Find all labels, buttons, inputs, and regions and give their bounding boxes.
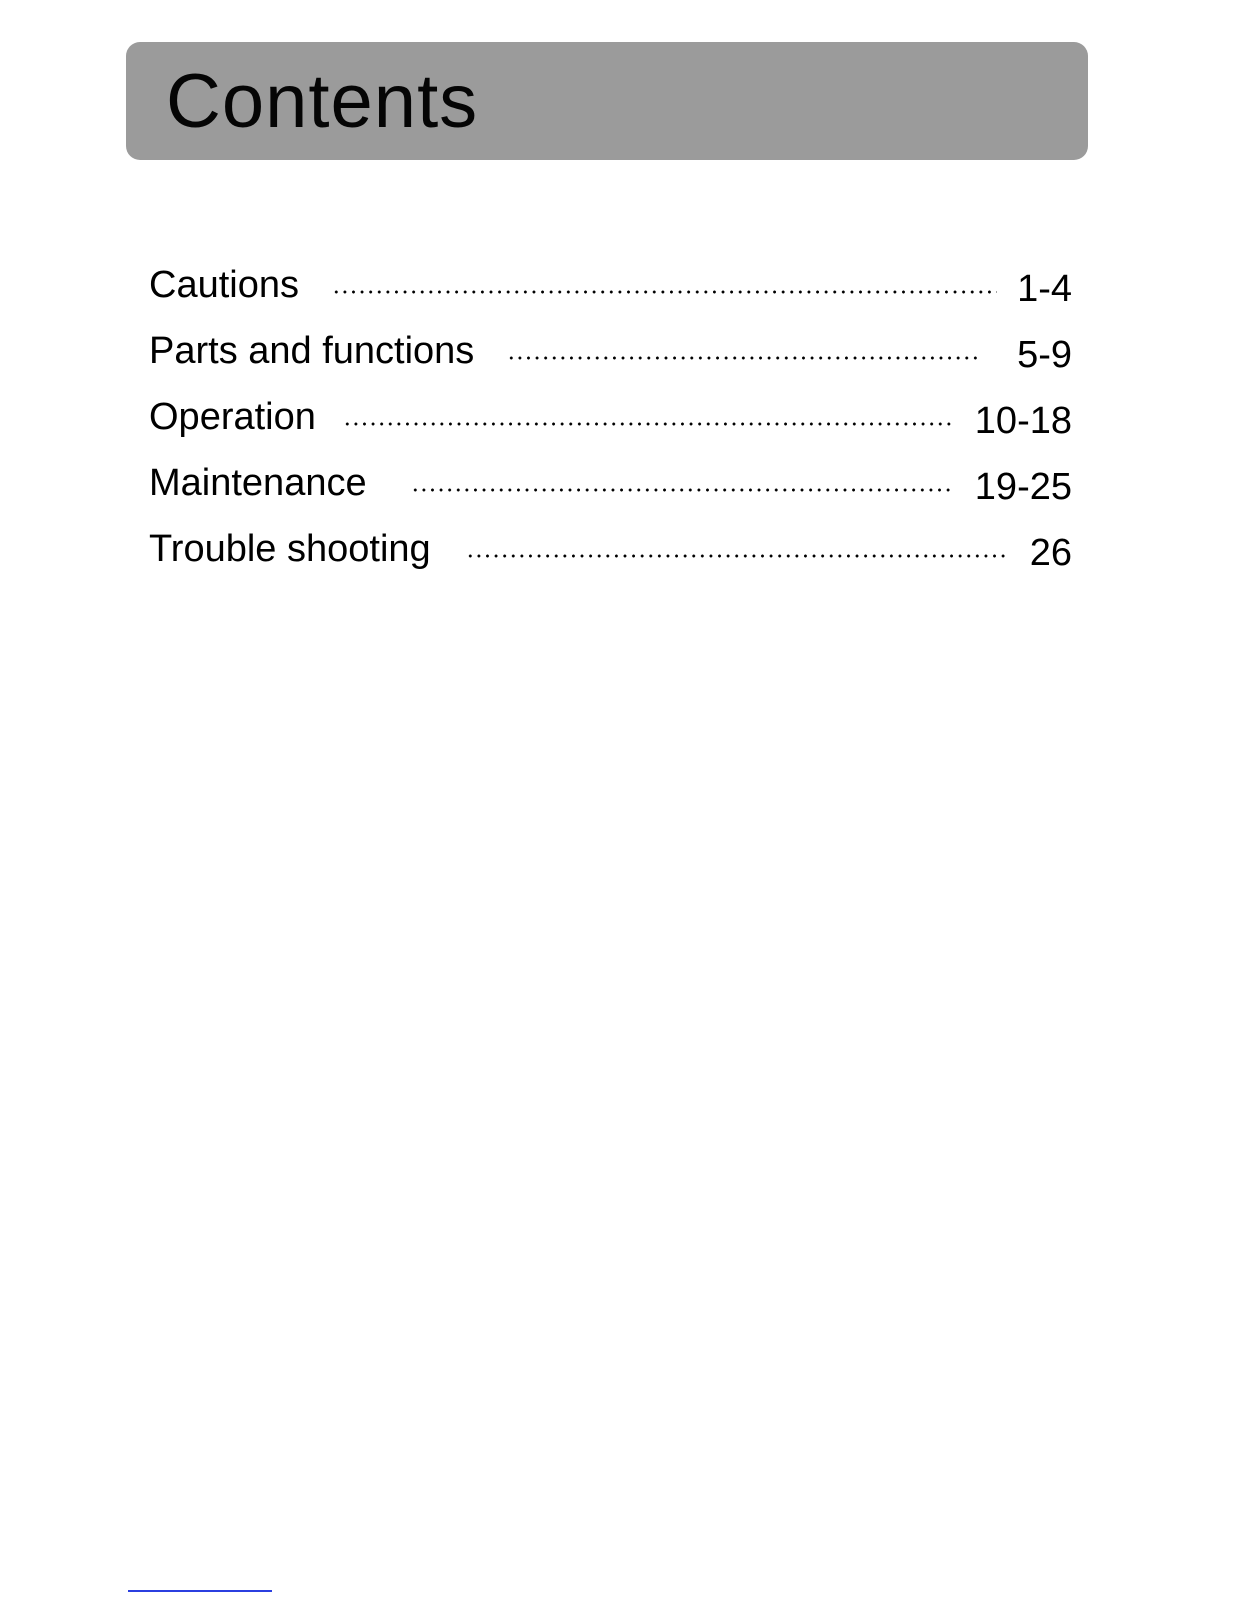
page-title: Contents [166, 59, 479, 144]
toc-entry-pages: 5-9 [1017, 334, 1072, 376]
toc-entry-pages: 1-4 [1017, 268, 1072, 310]
toc-dot-leader [411, 488, 953, 492]
toc-entry-label: Trouble shooting [149, 528, 431, 570]
toc-entry-label: Parts and functions [149, 330, 475, 372]
toc-dot-leader [507, 356, 980, 360]
toc-entry-label: Cautions [149, 264, 299, 306]
toc-entry-pages: 19-25 [974, 466, 1072, 508]
footer-link-underline[interactable] [128, 1590, 272, 1592]
toc-dot-leader [332, 290, 997, 294]
toc-entry-trouble-shooting[interactable] [149, 526, 1072, 592]
toc-entry-cautions[interactable] [149, 262, 1072, 328]
toc-entry-label: Operation [149, 396, 316, 438]
toc-entry-maintenance[interactable] [149, 460, 1072, 526]
toc-dot-leader [466, 554, 1007, 558]
toc-entry-label: Maintenance [149, 462, 367, 504]
toc-entry-parts-and-functions[interactable] [149, 328, 1072, 394]
toc-entry-pages: 26 [1029, 532, 1072, 574]
table-of-contents [149, 262, 1072, 592]
toc-entry-pages: 10-18 [974, 400, 1072, 442]
toc-dot-leader [343, 422, 953, 426]
toc-entry-operation[interactable] [149, 394, 1072, 460]
contents-header-bar [126, 42, 1088, 160]
